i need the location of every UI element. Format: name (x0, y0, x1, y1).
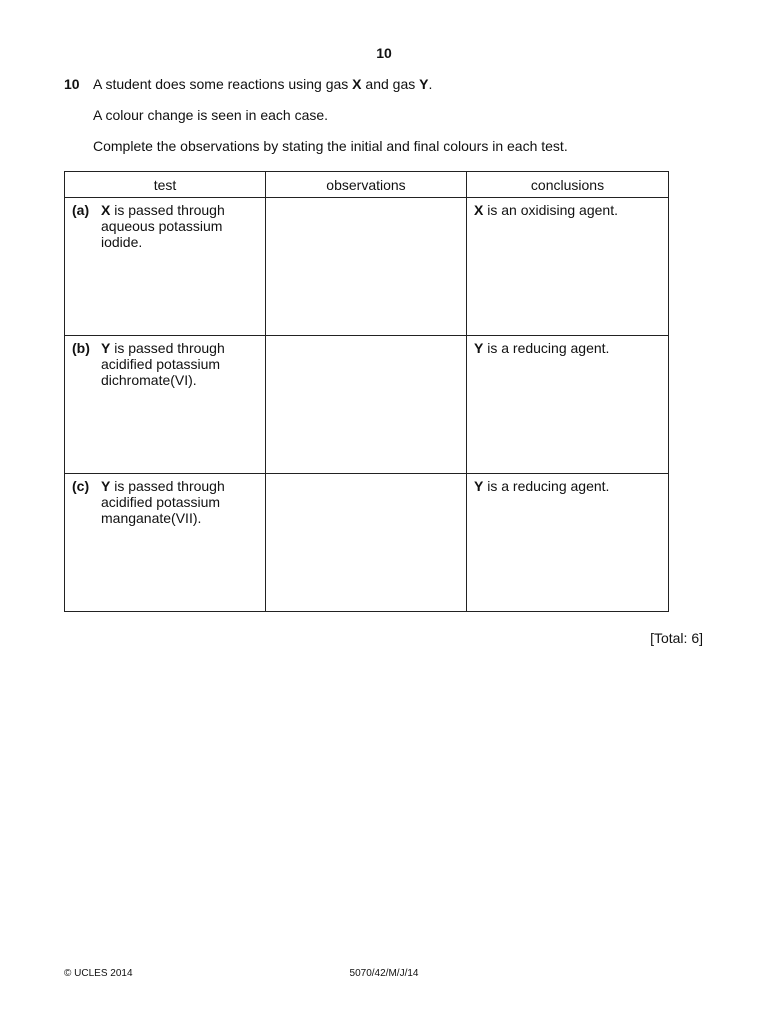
test-description (101, 478, 259, 526)
conclusion-cell (467, 336, 669, 474)
test-text-line1: is passed through (110, 340, 225, 356)
observation-table (64, 171, 669, 612)
header-conclusions: conclusions (467, 172, 669, 198)
question-number: 10 (64, 76, 80, 92)
observation-answer-cell[interactable] (266, 198, 467, 336)
part-label: (c) (72, 478, 90, 494)
table-header-row (65, 172, 669, 198)
test-cell (65, 336, 266, 474)
part-label: (b) (72, 340, 90, 356)
test-cell (65, 474, 266, 612)
total-marks: [Total: 6] (650, 630, 703, 646)
observation-answer-cell[interactable] (266, 474, 467, 612)
test-description (101, 202, 259, 250)
conclusion-text: is an oxidising agent. (483, 202, 618, 218)
question-colour-change: A colour change is seen in each case. (93, 107, 329, 123)
test-text-line1: is passed through (110, 202, 225, 218)
header-test: test (65, 172, 266, 198)
table-row (65, 336, 669, 474)
question-instruction: Complete the observations by stating the initial and final colours in each test. (93, 138, 568, 154)
header-observations: observations (266, 172, 467, 198)
test-text-line3: dichromate(VI). (101, 372, 197, 388)
test-text-line3: iodide. (101, 234, 143, 250)
conclusion-text: is a reducing agent. (483, 340, 610, 356)
gas-x-label: X (352, 76, 362, 92)
question-intro-text-a: A student does some reactions using gas (93, 76, 353, 92)
test-text-line2: aqueous potassium (101, 218, 223, 234)
question-intro-text-b: and gas (361, 76, 420, 92)
page-number: 10 (376, 45, 392, 61)
test-text-line2: acidified potassium (101, 494, 221, 510)
conclusion-cell (467, 198, 669, 336)
conclusion-gas: X (474, 202, 484, 218)
test-gas: X (101, 202, 111, 218)
conclusion-gas: Y (474, 340, 484, 356)
test-text-line3: manganate(VII). (101, 510, 202, 526)
gas-y-label: Y (419, 76, 429, 92)
observation-answer-cell[interactable] (266, 336, 467, 474)
test-cell (65, 198, 266, 336)
table-row (65, 198, 669, 336)
test-description (101, 340, 259, 388)
conclusion-text: is a reducing agent. (483, 478, 610, 494)
conclusion-gas: Y (474, 478, 484, 494)
question-intro-text-c: . (428, 76, 433, 92)
footer-paper-code: 5070/42/M/J/14 (349, 968, 419, 979)
question-intro (93, 76, 432, 92)
footer-copyright: © UCLES 2014 (64, 968, 133, 979)
test-gas: Y (101, 478, 111, 494)
test-text-line2: acidified potassium (101, 356, 221, 372)
conclusion-cell (467, 474, 669, 612)
test-text-line1: is passed through (110, 478, 225, 494)
table-row (65, 474, 669, 612)
part-label: (a) (72, 202, 90, 218)
test-gas: Y (101, 340, 111, 356)
